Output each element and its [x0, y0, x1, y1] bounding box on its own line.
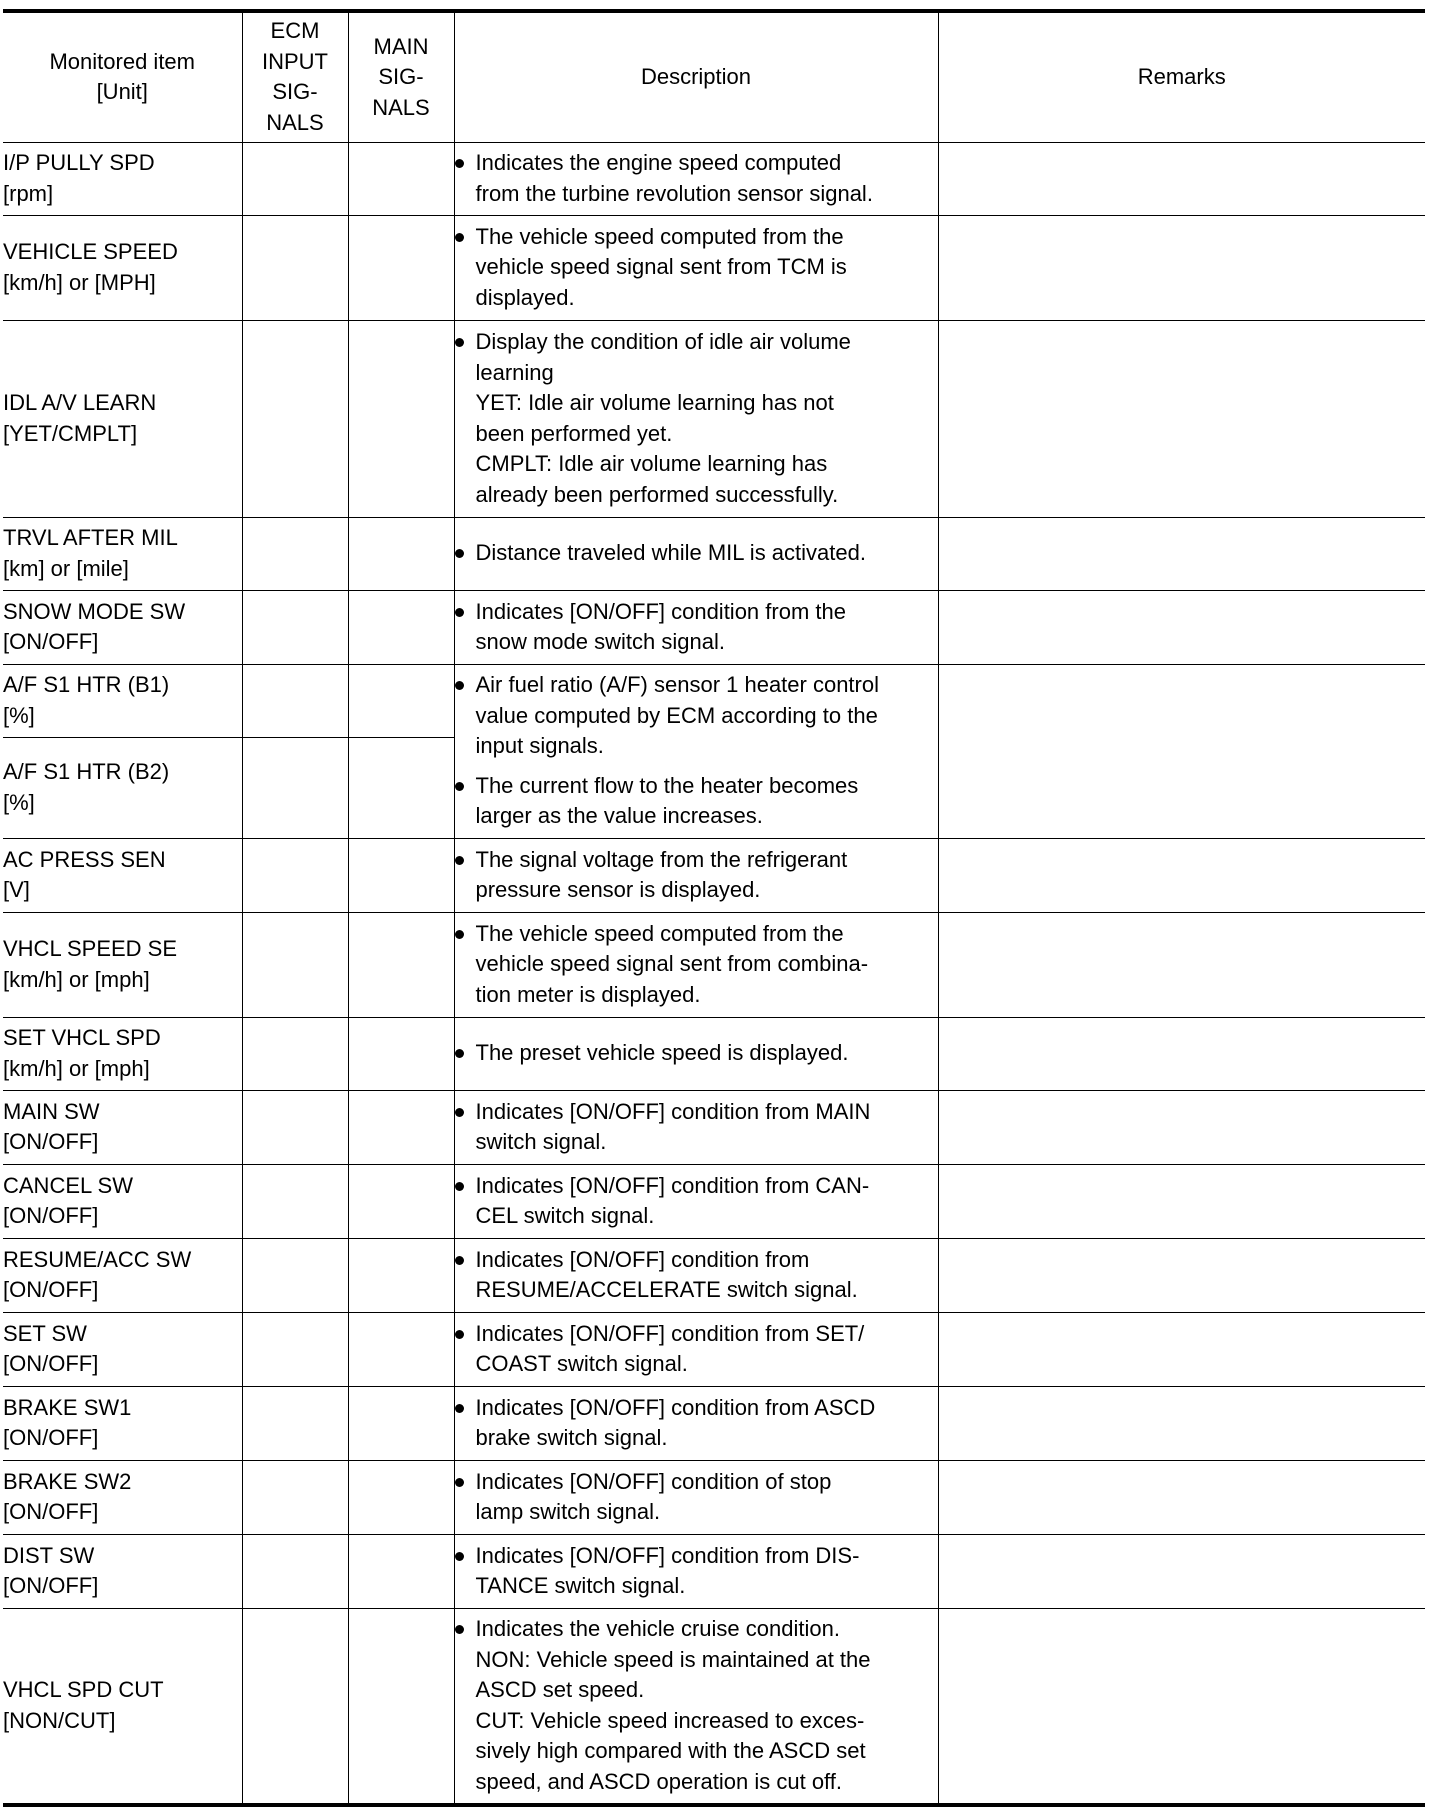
table-row [3, 1090, 1425, 1164]
description-bullet [455, 1245, 938, 1306]
bullet-icon [455, 1625, 464, 1634]
description-line: ASCD set speed. [475, 1677, 645, 1703]
monitored-item-line: IDL A/V LEARN [3, 390, 157, 415]
description-text [476, 1319, 938, 1380]
header-line: NALS [266, 109, 324, 135]
description-line: from the turbine revolution sensor signal. [475, 180, 873, 206]
bullet-icon [455, 233, 464, 242]
main-signals-cell [348, 1164, 454, 1238]
description-line: RESUME/ACCELERATE switch signal. [475, 1277, 858, 1302]
monitored-item-line: SNOW MODE SW [3, 598, 186, 624]
description-line: input signals. [475, 733, 604, 759]
header-description: Description [454, 11, 938, 142]
monitored-item-line: I/P PULLY SPD [3, 150, 155, 175]
monitored-item-cell [3, 838, 242, 912]
remarks-cell [938, 1608, 1425, 1805]
monitored-item-line: BRAKE SW2 [3, 1468, 132, 1494]
description-text [476, 845, 938, 906]
bullet-icon [455, 1478, 464, 1487]
main-signals-cell [348, 517, 454, 590]
description-line: CEL switch signal. [475, 1203, 655, 1228]
description-bullet [455, 1038, 938, 1069]
description-line: The signal voltage from the refrigerant [475, 846, 848, 872]
description-text [476, 1097, 938, 1158]
table-row [3, 1164, 1425, 1238]
main-signals-cell [348, 320, 454, 517]
main-signals-cell [348, 838, 454, 912]
remarks-cell [938, 517, 1425, 590]
table-row [3, 838, 1425, 912]
header-row [3, 11, 1425, 142]
bullet-icon [455, 1404, 464, 1413]
table-row [3, 590, 1425, 664]
header-line: NALS [372, 94, 430, 120]
description-text [476, 1614, 938, 1797]
main-signals-cell [348, 1090, 454, 1164]
monitored-item-line: [ON/OFF] [3, 1203, 99, 1228]
description-line: vehicle speed signal sent from combina- [475, 951, 869, 977]
description-cell [454, 1312, 938, 1386]
main-signals-cell [348, 1386, 454, 1460]
description-text [476, 597, 938, 658]
description-line: The vehicle speed computed from the [475, 920, 844, 946]
description-text [476, 1171, 938, 1232]
description-cell [454, 664, 938, 838]
description-line: larger as the value increases. [475, 803, 763, 829]
monitored-item-line: [ON/OFF] [3, 629, 99, 654]
description-line: sively high compared with the ASCD set [475, 1738, 866, 1764]
description-bullet [455, 1171, 938, 1232]
description-line: Distance traveled while MIL is activated. [475, 540, 866, 566]
header-line: Monitored item [49, 48, 195, 74]
table-row [3, 320, 1425, 517]
table-row [3, 1460, 1425, 1534]
description-text [476, 1245, 938, 1306]
monitored-item-line: [rpm] [3, 180, 54, 206]
description-text [476, 919, 938, 1011]
description-text [476, 1467, 938, 1528]
monitored-item-line: VEHICLE SPEED [3, 239, 178, 264]
description-line: pressure sensor is displayed. [475, 877, 761, 902]
bullet-icon [455, 1256, 464, 1265]
remarks-cell [938, 838, 1425, 912]
description-line: The current flow to the heater becomes [475, 772, 859, 798]
main-signals-cell [348, 912, 454, 1017]
description-cell [454, 517, 938, 590]
description-text [476, 1393, 938, 1454]
ecm-input-signals-cell [242, 1312, 348, 1386]
monitored-item-cell [3, 1460, 242, 1534]
table-row [3, 1017, 1425, 1090]
description-bullet [455, 327, 938, 510]
description-cell [454, 1017, 938, 1090]
monitored-item-cell [3, 1534, 242, 1608]
description-line: TANCE switch signal. [475, 1573, 686, 1598]
description-line: The vehicle speed computed from the [475, 223, 844, 249]
header-monitored-item [3, 11, 242, 142]
remarks-cell [938, 1238, 1425, 1312]
main-signals-cell [348, 1608, 454, 1805]
header-line: SIG- [272, 79, 318, 105]
ecm-input-signals-cell [242, 1238, 348, 1312]
bullet-icon [455, 338, 464, 347]
description-cell [454, 590, 938, 664]
header-ecm-input-signals [242, 11, 348, 142]
description-bullet [455, 222, 938, 314]
ecm-input-signals-cell [242, 1164, 348, 1238]
ecm-input-signals-cell [242, 142, 348, 215]
remarks-cell [938, 320, 1425, 517]
monitored-item-line: [ON/OFF] [3, 1499, 99, 1524]
monitored-item-cell [3, 1238, 242, 1312]
description-line: been performed yet. [475, 420, 673, 446]
bullet-icon [455, 608, 464, 617]
monitored-item-line: [ON/OFF] [3, 1129, 99, 1154]
monitored-item-line: A/F S1 HTR (B2) [3, 759, 170, 784]
monitored-item-line: [ON/OFF] [3, 1425, 99, 1450]
description-line: NON: Vehicle speed is maintained at the [475, 1646, 871, 1672]
header-line: SIG- [378, 64, 424, 89]
monitored-item-cell [3, 1090, 242, 1164]
table-row [3, 1534, 1425, 1608]
header-line: ECM [270, 18, 320, 44]
remarks-cell [938, 664, 1425, 838]
description-line: Indicates [ON/OFF] condition from SET/ [475, 1320, 865, 1346]
description-line: vehicle speed signal sent from TCM is [475, 254, 847, 280]
table-row [3, 142, 1425, 215]
monitored-item-cell [3, 664, 242, 737]
table-row [3, 1238, 1425, 1312]
description-bullet [455, 670, 938, 762]
description-bullet [455, 1393, 938, 1454]
bullet-icon [455, 1049, 464, 1058]
remarks-cell [938, 1164, 1425, 1238]
bullet-icon [455, 782, 464, 791]
description-line: Indicates [ON/OFF] condition from the [475, 598, 846, 624]
monitored-item-line: [NON/CUT] [3, 1707, 116, 1733]
description-line: switch signal. [475, 1129, 607, 1154]
monitor-item-table [3, 9, 1425, 1807]
ecm-input-signals-cell [242, 838, 348, 912]
remarks-cell [938, 215, 1425, 320]
bullet-icon [455, 1182, 464, 1191]
description-bullet [455, 1467, 938, 1528]
remarks-cell [938, 1386, 1425, 1460]
main-signals-cell [348, 737, 454, 838]
header-remarks: Remarks [938, 11, 1425, 142]
description-cell [454, 1460, 938, 1534]
bullet-icon [455, 159, 464, 168]
main-signals-cell [348, 1017, 454, 1090]
description-bullet [455, 597, 938, 658]
description-cell [454, 320, 938, 517]
description-line: Indicates [ON/OFF] condition from [475, 1246, 810, 1272]
remarks-cell [938, 1090, 1425, 1164]
monitored-item-line: VHCL SPEED SE [3, 936, 178, 961]
monitored-item-line: [km/h] or [mph] [3, 1055, 150, 1081]
bullet-icon [455, 549, 464, 558]
description-cell [454, 1608, 938, 1805]
description-line: COAST switch signal. [475, 1351, 688, 1376]
monitored-item-line: SET VHCL SPD [3, 1025, 161, 1050]
table-row [3, 912, 1425, 1017]
monitored-item-cell [3, 1386, 242, 1460]
remarks-cell [938, 1312, 1425, 1386]
ecm-input-signals-cell [242, 1386, 348, 1460]
monitored-item-line: [km] or [mile] [3, 555, 129, 581]
monitored-item-line: [%] [3, 702, 35, 728]
table-row [3, 1386, 1425, 1460]
description-cell [454, 912, 938, 1017]
description-cell [454, 1534, 938, 1608]
bullet-icon [455, 1552, 464, 1561]
description-bullet [455, 538, 938, 569]
description-cell [454, 215, 938, 320]
monitored-item-line: A/F S1 HTR (B1) [3, 672, 170, 697]
monitored-item-line: [ON/OFF] [3, 1351, 99, 1376]
monitored-item-line: [km/h] or [mph] [3, 966, 150, 992]
monitored-item-line: [%] [3, 789, 35, 815]
monitored-item-line: [V] [3, 877, 30, 902]
bullet-icon [455, 930, 464, 939]
bullet-icon [455, 1330, 464, 1339]
monitored-item-line: SET SW [3, 1320, 87, 1346]
table-row [3, 1312, 1425, 1386]
monitored-item-cell [3, 1017, 242, 1090]
monitored-item-line: [ON/OFF] [3, 1277, 99, 1302]
monitored-item-cell [3, 1608, 242, 1805]
monitored-item-line: AC PRESS SEN [3, 846, 166, 872]
description-cell [454, 1164, 938, 1238]
description-line: Indicates the engine speed computed [475, 150, 842, 175]
description-text [476, 670, 938, 762]
ecm-input-signals-cell [242, 1090, 348, 1164]
table-row [3, 664, 1425, 737]
table-row [3, 215, 1425, 320]
description-line: Indicates [ON/OFF] condition from MAIN [475, 1098, 871, 1124]
description-bullet [455, 919, 938, 1011]
description-text [476, 327, 938, 510]
description-line: Indicates the vehicle cruise condition. [475, 1616, 840, 1642]
description-text [476, 1038, 938, 1069]
remarks-cell [938, 912, 1425, 1017]
description-line: CMPLT: Idle air volume learning has [475, 451, 828, 476]
main-signals-cell [348, 215, 454, 320]
ecm-input-signals-cell [242, 1608, 348, 1805]
description-bullet [455, 1319, 938, 1380]
description-bullet [455, 148, 938, 209]
description-line: displayed. [475, 284, 575, 310]
remarks-cell [938, 590, 1425, 664]
monitored-item-line: [YET/CMPLT] [3, 420, 138, 446]
description-bullet [455, 1097, 938, 1158]
monitored-item-cell [3, 912, 242, 1017]
description-line: The preset vehicle speed is displayed. [475, 1040, 849, 1066]
description-line: Indicates [ON/OFF] condition from ASCD [475, 1394, 876, 1420]
description-cell [454, 838, 938, 912]
header-line: MAIN [373, 33, 429, 59]
table-body [3, 142, 1425, 1805]
description-line: snow mode switch signal. [475, 629, 725, 654]
remarks-cell [938, 142, 1425, 215]
description-line: Indicates [ON/OFF] condition from CAN- [475, 1172, 870, 1198]
ecm-input-signals-cell [242, 664, 348, 737]
description-text [476, 1541, 938, 1602]
description-line: brake switch signal. [475, 1425, 668, 1450]
main-signals-cell [348, 1534, 454, 1608]
header-line: [Unit] [96, 79, 148, 105]
description-line: already been performed successfully. [475, 481, 839, 507]
description-text [476, 538, 938, 569]
remarks-cell [938, 1460, 1425, 1534]
description-cell [454, 142, 938, 215]
description-bullet [455, 1541, 938, 1602]
monitored-item-cell [3, 737, 242, 838]
monitored-item-line: VHCL SPD CUT [3, 1677, 164, 1703]
monitored-item-line: CANCEL SW [3, 1172, 133, 1198]
table-row [3, 517, 1425, 590]
ecm-input-signals-cell [242, 517, 348, 590]
main-signals-cell [348, 1312, 454, 1386]
description-cell [454, 1090, 938, 1164]
ecm-input-signals-cell [242, 320, 348, 517]
monitored-item-cell [3, 590, 242, 664]
description-bullet [455, 845, 938, 906]
header-line: INPUT [262, 48, 328, 74]
monitored-item-cell [3, 215, 242, 320]
description-bullet [455, 1614, 938, 1797]
monitored-item-cell [3, 320, 242, 517]
bullet-icon [455, 856, 464, 865]
description-text [476, 148, 938, 209]
main-signals-cell [348, 664, 454, 737]
monitored-item-cell [3, 142, 242, 215]
main-signals-cell [348, 1460, 454, 1534]
bullet-icon [455, 1108, 464, 1117]
monitored-item-cell [3, 1164, 242, 1238]
monitored-item-line: [km/h] or [MPH] [3, 269, 156, 295]
monitored-item-line: MAIN SW [3, 1098, 100, 1124]
description-line: tion meter is displayed. [475, 981, 701, 1007]
monitored-item-line: TRVL AFTER MIL [3, 525, 178, 550]
description-line: Display the condition of idle air volume [475, 329, 851, 354]
remarks-cell [938, 1534, 1425, 1608]
monitored-item-cell [3, 517, 242, 590]
main-signals-cell [348, 1238, 454, 1312]
ecm-input-signals-cell [242, 1460, 348, 1534]
description-line: Indicates [ON/OFF] condition from DIS- [475, 1542, 860, 1568]
description-line: lamp switch signal. [475, 1499, 661, 1524]
description-text [476, 222, 938, 314]
remarks-cell [938, 1017, 1425, 1090]
description-line: Air fuel ratio (A/F) sensor 1 heater control [475, 672, 879, 698]
description-bullet [455, 771, 938, 832]
description-line: speed, and ASCD operation is cut off. [475, 1768, 842, 1794]
main-signals-cell [348, 590, 454, 664]
description-line: Indicates [ON/OFF] condition of stop [475, 1468, 832, 1494]
bullet-icon [455, 681, 464, 690]
monitored-item-line: DIST SW [3, 1542, 95, 1568]
monitored-item-line: RESUME/ACC SW [3, 1246, 192, 1272]
ecm-input-signals-cell [242, 737, 348, 838]
ecm-input-signals-cell [242, 1534, 348, 1608]
description-cell [454, 1238, 938, 1312]
ecm-input-signals-cell [242, 590, 348, 664]
description-line: CUT: Vehicle speed increased to exces- [475, 1707, 865, 1733]
ecm-input-signals-cell [242, 215, 348, 320]
ecm-input-signals-cell [242, 1017, 348, 1090]
ecm-input-signals-cell [242, 912, 348, 1017]
monitored-item-line: [ON/OFF] [3, 1573, 99, 1598]
description-line: value computed by ECM according to the [475, 702, 878, 728]
table-row [3, 1608, 1425, 1805]
monitored-item-cell [3, 1312, 242, 1386]
monitored-item-line: BRAKE SW1 [3, 1394, 132, 1420]
description-cell [454, 1386, 938, 1460]
header-main-signals [348, 11, 454, 142]
description-text [476, 771, 938, 832]
description-line: learning [475, 359, 554, 385]
main-signals-cell [348, 142, 454, 215]
description-line: YET: Idle air volume learning has not [475, 390, 834, 415]
